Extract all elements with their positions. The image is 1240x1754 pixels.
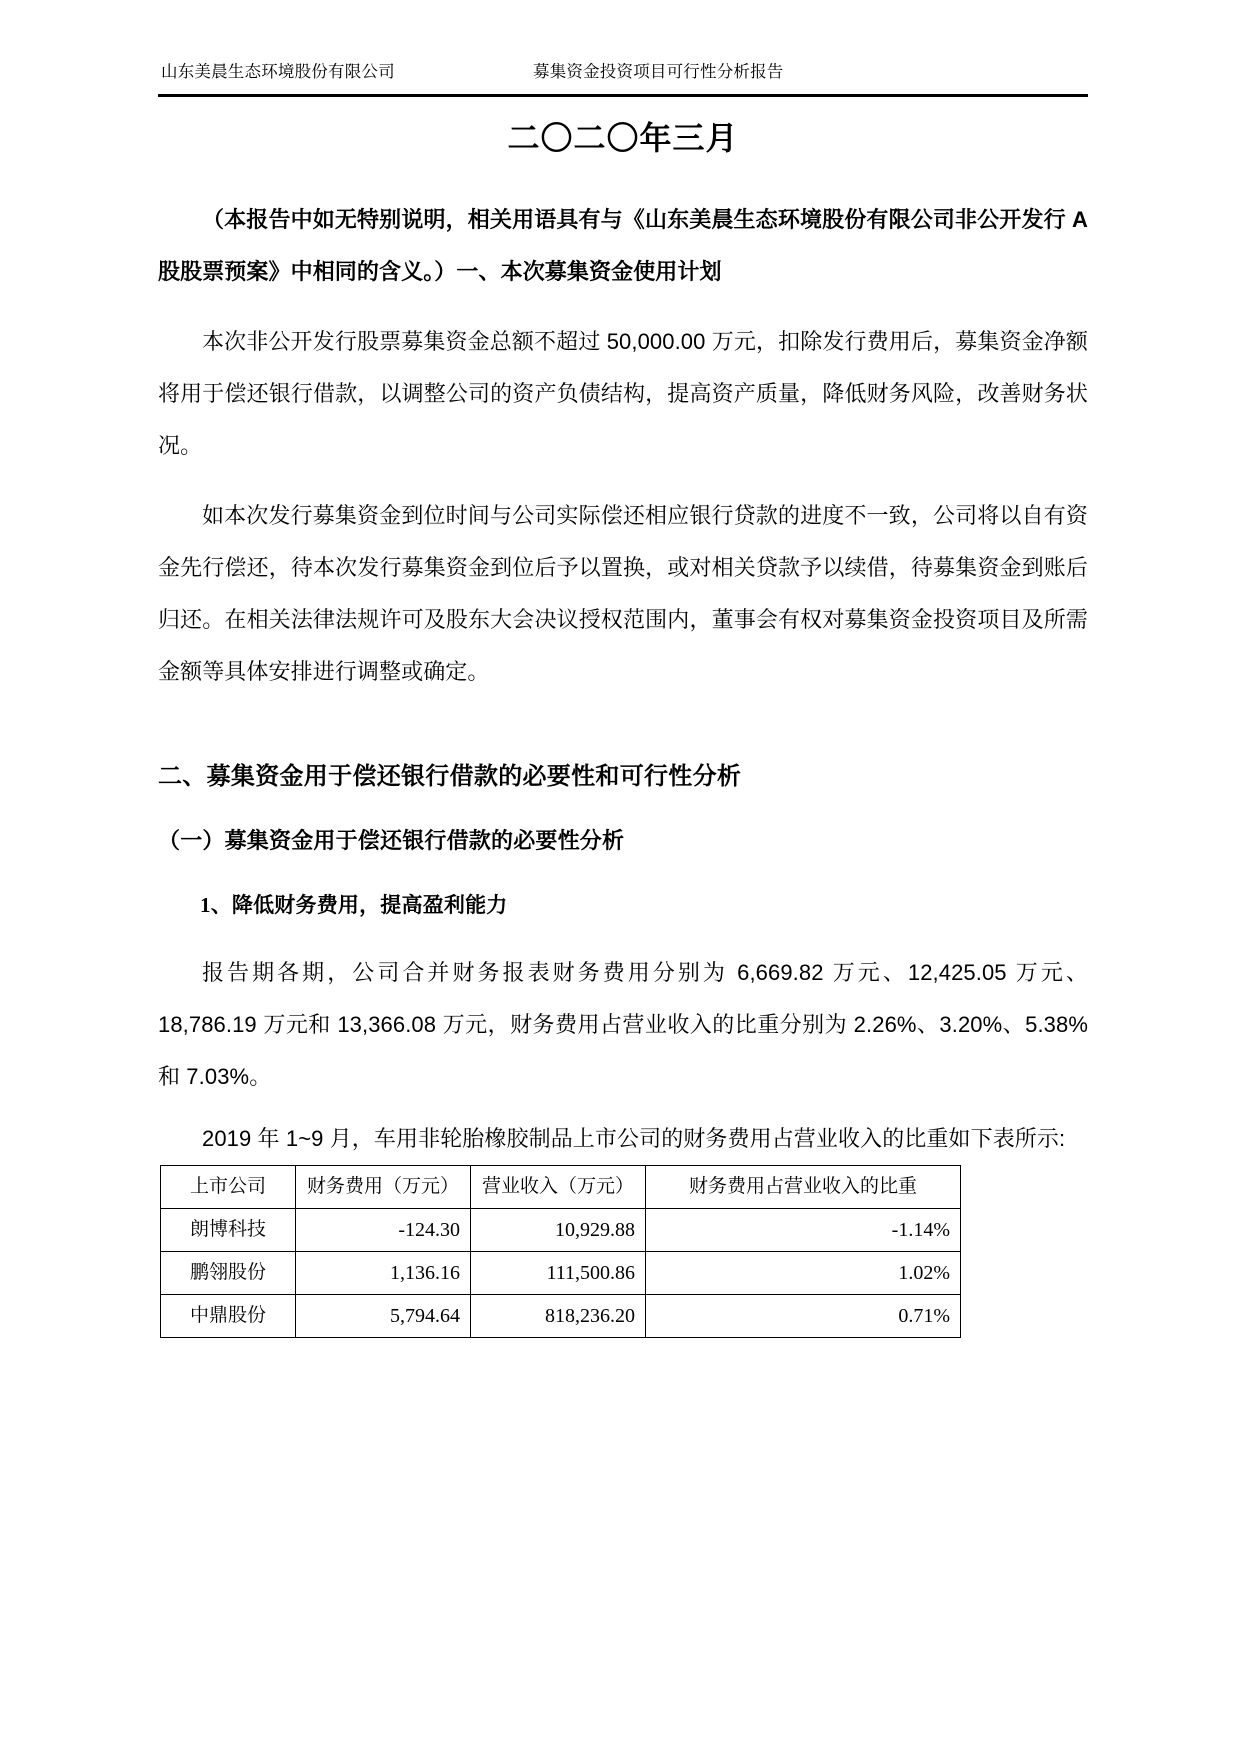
spacer — [158, 1103, 1088, 1121]
spacer — [158, 298, 1088, 316]
section-1-heading-inline: 一、本次募集资金使用计划 — [456, 258, 722, 284]
paragraph-finance-cost-figures: 报告期各期，公司合并财务报表财务费用分别为 6,669.82 万元、12,425.05 万元、18,786.19 万元和 13,366.08 万元，财务费用占营业收入的比重分别为 2.26%、3.20%、5.38%和 7.03%。 — [158, 959, 1088, 1089]
spacer — [158, 864, 1088, 882]
document-date-title: 二〇二〇年三月 — [507, 120, 739, 156]
note-text: （本报告中如无特别说明，相关用语具有与《山东美晨生态环境股份有限公司非公开发行 A 股股票预案》中相同的含义。） — [158, 206, 1088, 284]
spacer — [158, 929, 1088, 947]
table-cell-company: 朗博科技 — [161, 1208, 296, 1251]
running-header — [158, 0, 1088, 104]
table-column-header-revenue: 营业收入（万元） — [471, 1165, 646, 1208]
spacer — [158, 800, 1088, 818]
spacer — [158, 698, 1088, 754]
header-divider-rule — [158, 94, 1088, 97]
table-cell-revenue: 818,236.20 — [471, 1294, 646, 1337]
table-cell-revenue: 10,929.88 — [471, 1208, 646, 1251]
heading-subsection-1: （一）募集资金用于偿还银行借款的必要性分析 — [158, 827, 625, 853]
paragraph-total-amount: 本次非公开发行股票募集资金总额不超过 50,000.00 万元，扣除发行费用后，募集资金净额将用于偿还银行借款，以调整公司的资产负债结构，提高资产质量，降低财务风险，改善财务状况。 — [158, 328, 1088, 458]
table-cell-ratio: 1.02% — [646, 1251, 961, 1294]
table-header-row — [161, 1165, 961, 1208]
table-column-header-company: 上市公司 — [161, 1165, 296, 1208]
table-cell-finance-cost: 5,794.64 — [296, 1294, 471, 1337]
spacer — [158, 160, 1088, 194]
paragraph-note-and-section-heading — [158, 194, 1088, 298]
heading-item-1-text: 、降低财务费用，提高盈利能力 — [210, 893, 508, 917]
header-company-name: 山东美晨生态环境股份有限公司 — [161, 63, 395, 81]
heading-section-2: 二、募集资金用于偿还银行借款的必要性和可行性分析 — [158, 762, 742, 790]
table-row — [161, 1208, 961, 1251]
table-row — [161, 1294, 961, 1337]
table-cell-ratio: -1.14% — [646, 1208, 961, 1251]
table-cell-ratio: 0.71% — [646, 1294, 961, 1337]
table-cell-finance-cost: -124.30 — [296, 1208, 471, 1251]
table-column-header-ratio: 财务费用占营业收入的比重 — [646, 1165, 961, 1208]
table-cell-company: 中鼎股份 — [161, 1294, 296, 1337]
table-row — [161, 1251, 961, 1294]
table-cell-company: 鹏翎股份 — [161, 1251, 296, 1294]
page-content — [158, 0, 1088, 1338]
heading-item-1 — [158, 882, 1088, 929]
table-cell-finance-cost: 1,136.16 — [296, 1251, 471, 1294]
table-cell-revenue: 111,500.86 — [471, 1251, 646, 1294]
table-column-header-finance-cost: 财务费用（万元） — [296, 1165, 471, 1208]
spacer — [158, 472, 1088, 490]
finance-cost-ratio-table — [160, 1165, 961, 1338]
paragraph-table-introduction: 2019 年 1~9 月，车用非轮胎橡胶制品上市公司的财务费用占营业收入的比重如下表所示: — [202, 1125, 1066, 1151]
header-document-title: 募集资金投资项目可行性分析报告 — [533, 63, 784, 81]
paragraph-timing-arrangement: 如本次发行募集资金到位时间与公司实际偿还相应银行贷款的进度不一致，公司将以自有资金先行偿还，待本次发行募集资金到位后予以置换，或对相关贷款予以续借，待募集资金到账后归还。在相关法律法规许可及股东大会决议授权范围内，董事会有权对募集资金投资项目及所需金额等具体安排进行调整或确定。 — [158, 502, 1088, 684]
heading-item-1-number: 1 — [200, 892, 211, 917]
